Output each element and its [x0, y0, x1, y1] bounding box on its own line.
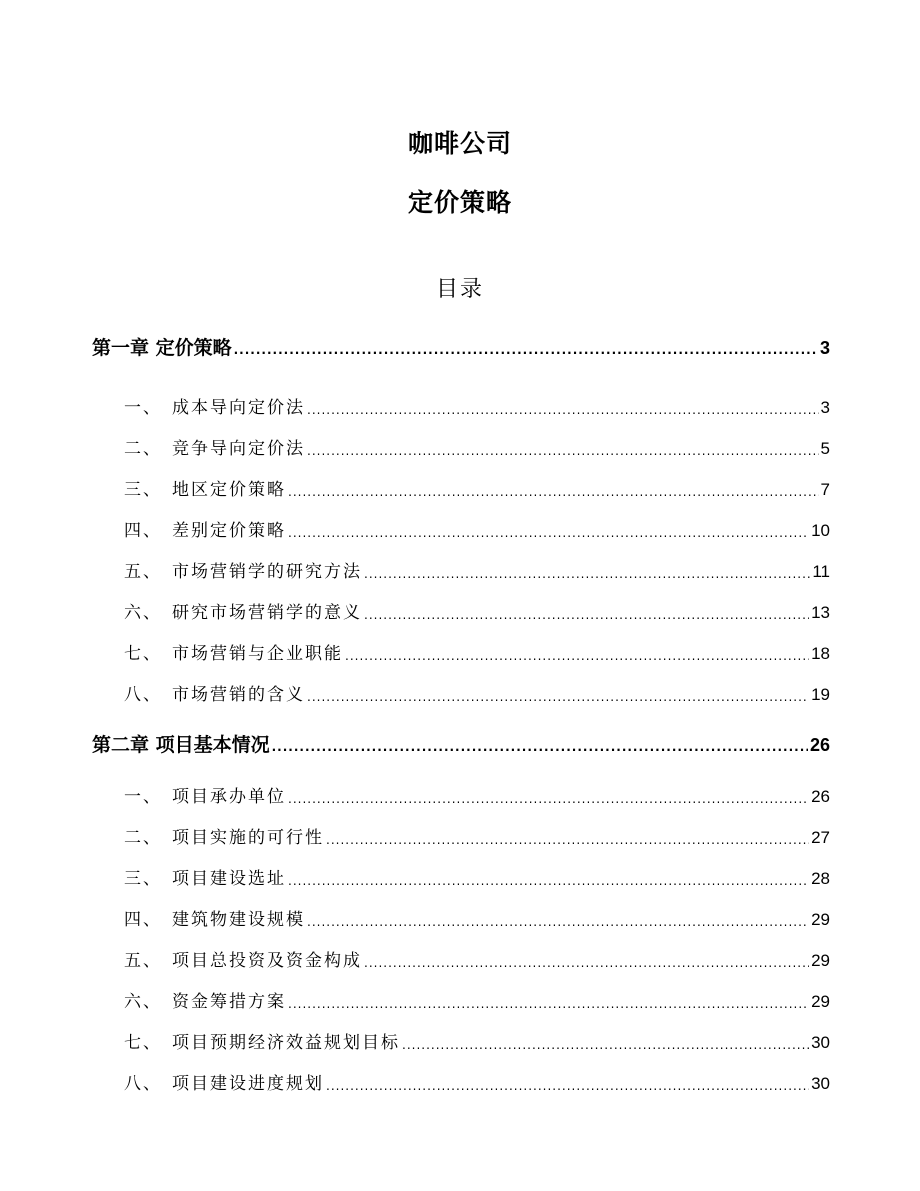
- section-label: 地区定价策略: [172, 480, 286, 500]
- toc-entry[interactable]: [92, 786, 830, 808]
- page-number: 27: [811, 828, 830, 847]
- section-number: 三、: [124, 480, 162, 500]
- leader-dots: [402, 1036, 809, 1054]
- leader-dots: [288, 995, 809, 1013]
- page-number: 29: [811, 992, 830, 1011]
- section-number: 八、: [124, 1074, 162, 1094]
- leader-dots: [307, 442, 819, 460]
- toc-entry[interactable]: [92, 1073, 830, 1095]
- leader-dots: [288, 483, 819, 501]
- toc-entry[interactable]: [92, 397, 830, 419]
- section-number: 七、: [124, 644, 162, 664]
- leader-dots: [326, 831, 809, 849]
- page-number: 26: [809, 735, 830, 755]
- section-label: 项目实施的可行性: [172, 828, 324, 848]
- section-number: 二、: [124, 439, 162, 459]
- section-label: 项目建设选址: [172, 869, 286, 889]
- toc-heading: 目录: [435, 277, 484, 302]
- page-number: 3: [820, 398, 830, 417]
- section-number: 五、: [124, 562, 162, 582]
- section-label: 竞争导向定价法: [172, 439, 305, 459]
- leader-dots: [364, 606, 809, 624]
- leader-dots: [307, 913, 809, 931]
- page-number: 28: [811, 869, 830, 888]
- section-label: 市场营销学的研究方法: [172, 562, 362, 582]
- section-label: 市场营销与企业职能: [172, 644, 343, 664]
- section-label: 项目总投资及资金构成: [172, 951, 362, 971]
- section-label: 项目承办单位: [172, 787, 286, 807]
- leader-dots: [288, 872, 809, 890]
- section-label: 研究市场营销学的意义: [172, 603, 362, 623]
- toc-entry[interactable]: [92, 438, 830, 460]
- leader-dots: [307, 401, 819, 419]
- page-number: 11: [812, 562, 830, 581]
- section-label: 建筑物建设规模: [172, 910, 305, 930]
- section-number: 四、: [124, 910, 162, 930]
- chapter-label: 第一章 定价策略: [92, 337, 232, 359]
- toc-entry[interactable]: [92, 520, 830, 542]
- leader-dots: [288, 524, 809, 542]
- section-number: 三、: [124, 869, 162, 889]
- toc-entry[interactable]: [92, 868, 830, 890]
- page-number: 29: [811, 910, 830, 929]
- page-number: 10: [811, 521, 830, 540]
- section-number: 五、: [124, 951, 162, 971]
- toc-chapter-2[interactable]: [92, 734, 830, 756]
- page-number: 19: [811, 685, 830, 704]
- section-label: 资金筹措方案: [172, 992, 286, 1012]
- page-number: 26: [811, 787, 830, 806]
- leader-dots: [326, 1077, 809, 1095]
- toc-entry[interactable]: [92, 909, 830, 931]
- leader-dots: [364, 565, 810, 583]
- toc-entry[interactable]: [92, 1032, 830, 1054]
- page-number: 18: [811, 644, 830, 663]
- toc-entry[interactable]: [92, 479, 830, 501]
- section-label: 市场营销的含义: [172, 685, 305, 705]
- toc-entry[interactable]: [92, 643, 830, 665]
- leader-dots: [234, 341, 818, 359]
- section-label: 差别定价策略: [172, 521, 286, 541]
- leader-dots: [364, 954, 809, 972]
- page-number: 7: [820, 480, 830, 499]
- section-label: 项目预期经济效益规划目标: [172, 1033, 400, 1053]
- section-number: 六、: [124, 603, 162, 623]
- section-number: 六、: [124, 992, 162, 1012]
- page-number: 30: [811, 1033, 830, 1052]
- section-number: 二、: [124, 828, 162, 848]
- section-number: 八、: [124, 685, 162, 705]
- leader-dots: [345, 647, 809, 665]
- chapter-label: 第二章 项目基本情况: [92, 734, 270, 756]
- toc-chapter-1[interactable]: [92, 337, 830, 359]
- section-label: 成本导向定价法: [172, 398, 305, 418]
- toc-entry[interactable]: [92, 991, 830, 1013]
- section-number: 一、: [124, 398, 162, 418]
- table-of-contents: [92, 0, 830, 1191]
- page-number: 29: [811, 951, 830, 970]
- leader-dots: [307, 688, 809, 706]
- page-number: 13: [811, 603, 830, 622]
- section-label: 项目建设进度规划: [172, 1074, 324, 1094]
- leader-dots: [272, 738, 808, 756]
- document-title: 定价策略: [407, 188, 512, 217]
- toc-entry[interactable]: [92, 827, 830, 849]
- toc-entry[interactable]: [92, 561, 830, 583]
- leader-dots: [288, 790, 809, 808]
- section-number: 七、: [124, 1033, 162, 1053]
- company-title: 咖啡公司: [407, 129, 512, 158]
- section-number: 一、: [124, 787, 162, 807]
- toc-entry[interactable]: [92, 950, 830, 972]
- section-number: 四、: [124, 521, 162, 541]
- page-number: 30: [811, 1074, 830, 1093]
- toc-entry[interactable]: [92, 684, 830, 706]
- page-number: 5: [820, 439, 830, 458]
- page-number: 3: [819, 338, 830, 358]
- toc-entry[interactable]: [92, 602, 830, 624]
